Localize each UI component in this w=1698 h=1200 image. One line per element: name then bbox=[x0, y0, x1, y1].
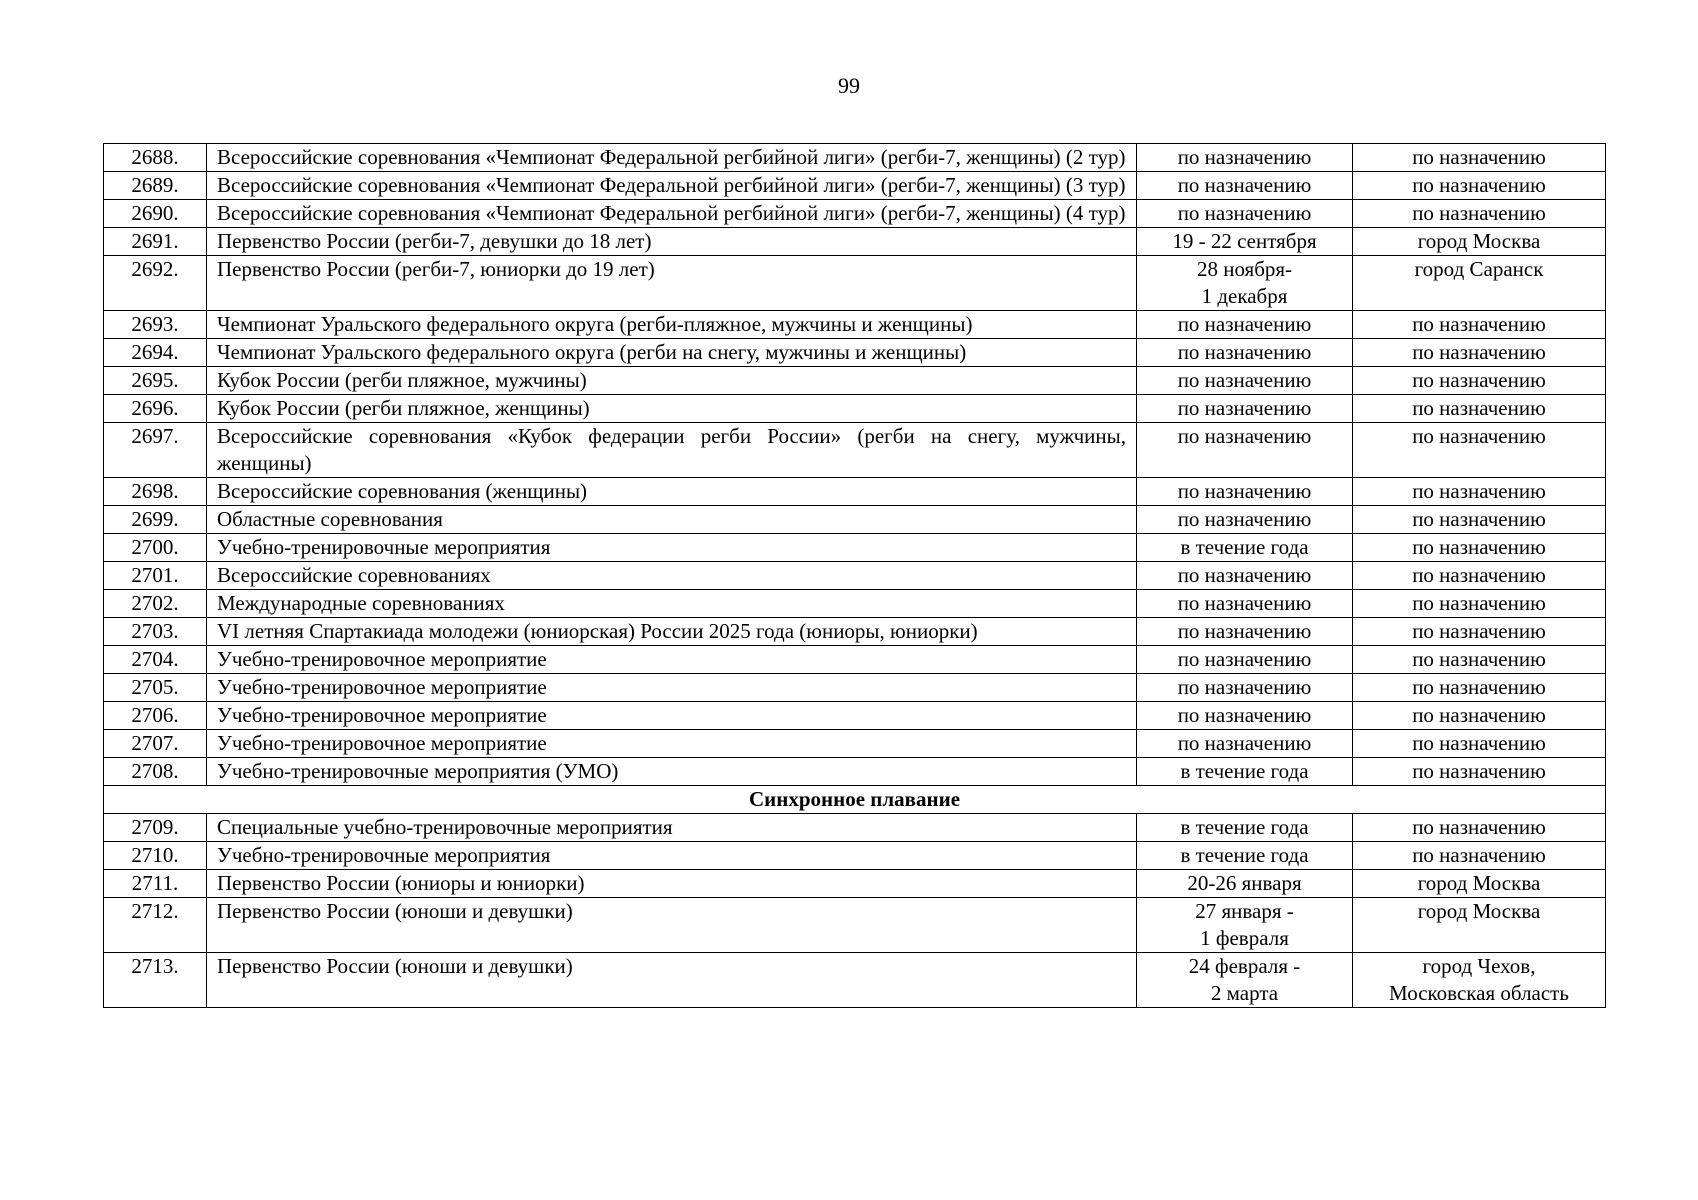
event-date: по назначению bbox=[1137, 367, 1353, 395]
event-date: по назначению bbox=[1137, 200, 1353, 228]
event-place: по назначению bbox=[1353, 478, 1606, 506]
event-name: Учебно-тренировочное мероприятие bbox=[207, 702, 1137, 730]
event-place: по назначению bbox=[1353, 395, 1606, 423]
event-number: 2689. bbox=[104, 172, 207, 200]
table-row bbox=[104, 646, 1606, 674]
event-name: Всероссийские соревнования «Кубок федерации регби России» (регби на снегу, мужчины, женщины) bbox=[207, 423, 1137, 478]
event-number: 2697. bbox=[104, 423, 207, 478]
event-date: по назначению bbox=[1137, 618, 1353, 646]
event-place: по назначению bbox=[1353, 618, 1606, 646]
table-row bbox=[104, 898, 1606, 953]
table-row bbox=[104, 228, 1606, 256]
event-number: 2694. bbox=[104, 339, 207, 367]
event-date: по назначению bbox=[1137, 172, 1353, 200]
table-row bbox=[104, 730, 1606, 758]
event-number: 2699. bbox=[104, 506, 207, 534]
event-number: 2710. bbox=[104, 842, 207, 870]
event-place: по назначению bbox=[1353, 506, 1606, 534]
event-name: Кубок России (регби пляжное, женщины) bbox=[207, 395, 1137, 423]
event-number: 2712. bbox=[104, 898, 207, 953]
event-date: 27 января - 1 февраля bbox=[1137, 898, 1353, 953]
event-name: Кубок России (регби пляжное, мужчины) bbox=[207, 367, 1137, 395]
event-number: 2691. bbox=[104, 228, 207, 256]
event-place: город Саранск bbox=[1353, 256, 1606, 311]
event-place: по назначению bbox=[1353, 534, 1606, 562]
event-date: в течение года bbox=[1137, 842, 1353, 870]
event-date: 24 февраля - 2 марта bbox=[1137, 953, 1353, 1008]
event-date: по назначению bbox=[1137, 311, 1353, 339]
event-name: Первенство России (регби-7, юниорки до 19 лет) bbox=[207, 256, 1137, 311]
table-row bbox=[104, 534, 1606, 562]
event-date: в течение года bbox=[1137, 534, 1353, 562]
event-name: Учебно-тренировочные мероприятия bbox=[207, 534, 1137, 562]
event-number: 2701. bbox=[104, 562, 207, 590]
table-row bbox=[104, 339, 1606, 367]
event-number: 2713. bbox=[104, 953, 207, 1008]
event-date: по назначению bbox=[1137, 339, 1353, 367]
event-date: в течение года bbox=[1137, 758, 1353, 786]
event-date: по назначению bbox=[1137, 423, 1353, 478]
event-place: по назначению bbox=[1353, 730, 1606, 758]
event-name: Первенство России (юноши и девушки) bbox=[207, 898, 1137, 953]
table-row bbox=[104, 702, 1606, 730]
table-row bbox=[104, 256, 1606, 311]
event-name: Специальные учебно-тренировочные мероприятия bbox=[207, 814, 1137, 842]
table-row bbox=[104, 562, 1606, 590]
event-number: 2702. bbox=[104, 590, 207, 618]
table-row bbox=[104, 478, 1606, 506]
event-name: Первенство России (юниоры и юниорки) bbox=[207, 870, 1137, 898]
table-row bbox=[104, 842, 1606, 870]
event-place: по назначению bbox=[1353, 367, 1606, 395]
event-place: по назначению bbox=[1353, 144, 1606, 172]
event-date: по назначению bbox=[1137, 702, 1353, 730]
table-row bbox=[104, 200, 1606, 228]
event-date: по назначению bbox=[1137, 395, 1353, 423]
event-number: 2693. bbox=[104, 311, 207, 339]
event-number: 2696. bbox=[104, 395, 207, 423]
event-place: по назначению bbox=[1353, 562, 1606, 590]
table-row bbox=[104, 423, 1606, 478]
event-name: Международные соревнованиях bbox=[207, 590, 1137, 618]
event-date: по назначению bbox=[1137, 144, 1353, 172]
event-place: город Чехов, Московская область bbox=[1353, 953, 1606, 1008]
event-name: Всероссийские соревнованиях bbox=[207, 562, 1137, 590]
table-row bbox=[104, 758, 1606, 786]
event-date: по назначению bbox=[1137, 478, 1353, 506]
event-name: Всероссийские соревнования «Чемпионат Федеральной регбийной лиги» (регби-7, женщины) (4 тур) bbox=[207, 200, 1137, 228]
event-name: Учебно-тренировочные мероприятия bbox=[207, 842, 1137, 870]
event-date: по назначению bbox=[1137, 562, 1353, 590]
event-name: Всероссийские соревнования (женщины) bbox=[207, 478, 1137, 506]
section-heading-group bbox=[104, 786, 1606, 814]
event-number: 2709. bbox=[104, 814, 207, 842]
event-name: Чемпионат Уральского федерального округа (регби на снегу, мужчины и женщины) bbox=[207, 339, 1137, 367]
table-row bbox=[104, 590, 1606, 618]
event-number: 2698. bbox=[104, 478, 207, 506]
event-place: по назначению bbox=[1353, 590, 1606, 618]
table-row bbox=[104, 814, 1606, 842]
table-body-after-section bbox=[104, 814, 1606, 1008]
table-row bbox=[104, 367, 1606, 395]
event-place: город Москва bbox=[1353, 228, 1606, 256]
event-date: по назначению bbox=[1137, 590, 1353, 618]
event-place: город Москва bbox=[1353, 870, 1606, 898]
event-number: 2688. bbox=[104, 144, 207, 172]
event-place: по назначению bbox=[1353, 172, 1606, 200]
event-name: Учебно-тренировочное мероприятие bbox=[207, 730, 1137, 758]
event-number: 2692. bbox=[104, 256, 207, 311]
table-row bbox=[104, 618, 1606, 646]
table-row bbox=[104, 172, 1606, 200]
event-number: 2700. bbox=[104, 534, 207, 562]
event-place: по назначению bbox=[1353, 200, 1606, 228]
event-place: по назначению bbox=[1353, 814, 1606, 842]
event-date: по назначению bbox=[1137, 674, 1353, 702]
event-name: Первенство России (юноши и девушки) bbox=[207, 953, 1137, 1008]
event-name: Учебно-тренировочное мероприятие bbox=[207, 674, 1137, 702]
event-name: Первенство России (регби-7, девушки до 18 лет) bbox=[207, 228, 1137, 256]
table-row bbox=[104, 395, 1606, 423]
event-date: 20-26 января bbox=[1137, 870, 1353, 898]
table-row bbox=[104, 674, 1606, 702]
event-number: 2690. bbox=[104, 200, 207, 228]
event-date: в течение года bbox=[1137, 814, 1353, 842]
event-name: Всероссийские соревнования «Чемпионат Федеральной регбийной лиги» (регби-7, женщины) (3 тур) bbox=[207, 172, 1137, 200]
event-number: 2708. bbox=[104, 758, 207, 786]
event-date: по назначению bbox=[1137, 646, 1353, 674]
event-date: 28 ноября- 1 декабря bbox=[1137, 256, 1353, 311]
event-date: по назначению bbox=[1137, 506, 1353, 534]
event-name: Чемпионат Уральского федерального округа (регби-пляжное, мужчины и женщины) bbox=[207, 311, 1137, 339]
event-date: 19 - 22 сентября bbox=[1137, 228, 1353, 256]
table-row bbox=[104, 953, 1606, 1008]
table-row bbox=[104, 870, 1606, 898]
event-date: по назначению bbox=[1137, 730, 1353, 758]
event-place: по назначению bbox=[1353, 842, 1606, 870]
events-table bbox=[103, 143, 1606, 1008]
table-row bbox=[104, 506, 1606, 534]
event-number: 2704. bbox=[104, 646, 207, 674]
event-number: 2706. bbox=[104, 702, 207, 730]
event-name: VI летняя Спартакиада молодежи (юниорская) России 2025 года (юниоры, юниорки) bbox=[207, 618, 1137, 646]
table-row bbox=[104, 311, 1606, 339]
event-name: Всероссийские соревнования «Чемпионат Федеральной регбийной лиги» (регби-7, женщины) (2 тур) bbox=[207, 144, 1137, 172]
event-place: по назначению bbox=[1353, 311, 1606, 339]
event-number: 2711. bbox=[104, 870, 207, 898]
event-name: Учебно-тренировочное мероприятие bbox=[207, 646, 1137, 674]
event-number: 2703. bbox=[104, 618, 207, 646]
table-row bbox=[104, 144, 1606, 172]
section-heading-row bbox=[104, 786, 1606, 814]
table-body-before-section bbox=[104, 144, 1606, 786]
event-name: Учебно-тренировочные мероприятия (УМО) bbox=[207, 758, 1137, 786]
event-place: по назначению bbox=[1353, 674, 1606, 702]
event-place: по назначению bbox=[1353, 646, 1606, 674]
event-number: 2705. bbox=[104, 674, 207, 702]
page-number: 99 bbox=[838, 73, 860, 98]
section-heading: Синхронное плавание bbox=[104, 786, 1606, 814]
event-name: Областные соревнования bbox=[207, 506, 1137, 534]
event-place: по назначению bbox=[1353, 339, 1606, 367]
event-place: по назначению bbox=[1353, 423, 1606, 478]
event-place: по назначению bbox=[1353, 702, 1606, 730]
event-number: 2695. bbox=[104, 367, 207, 395]
event-place: город Москва bbox=[1353, 898, 1606, 953]
event-place: по назначению bbox=[1353, 758, 1606, 786]
event-number: 2707. bbox=[104, 730, 207, 758]
